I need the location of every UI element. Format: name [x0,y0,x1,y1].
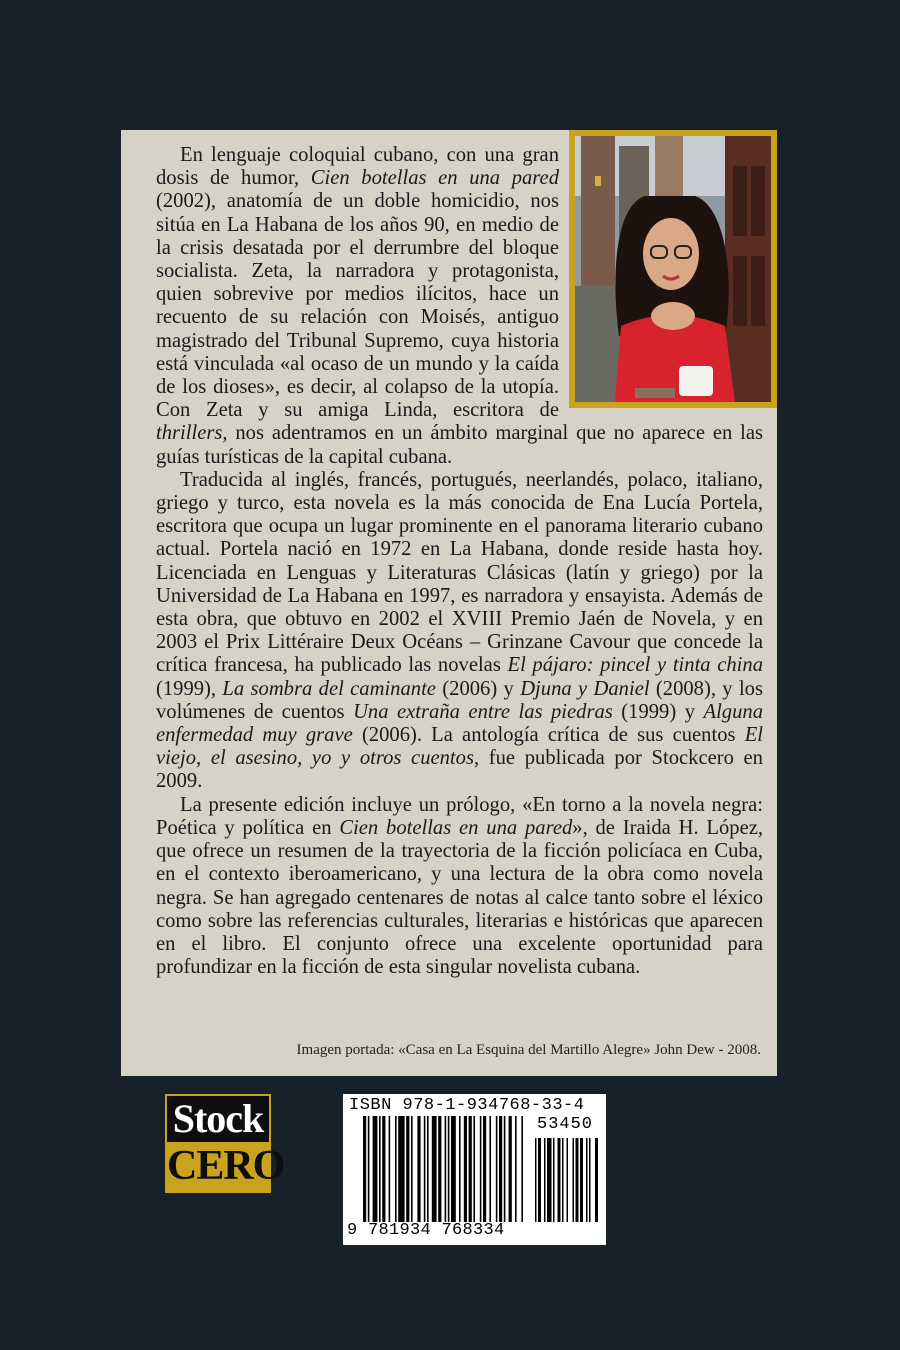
addon-bar [544,1138,546,1222]
paragraph-text: , nos adentramos en un ámbito marginal que no aparece en las guías turísticas de la capital cubana. [156,422,763,468]
paragraph-text: (2008), y los volúmenes de cuentos [156,677,763,723]
barcode-bar [411,1116,413,1222]
barcode-bar [389,1116,391,1222]
italic-title: El viejo, el asesino, yo y otros cuentos [156,724,763,770]
back-cover-text-panel [121,130,777,1076]
barcode-bar [445,1116,447,1222]
italic-title: Cien botellas en una pared [339,816,573,839]
barcode-bar [496,1116,498,1222]
barcode-bars [363,1116,601,1222]
italic-title: Alguna enfermedad muy grave [156,700,763,747]
addon-bar [538,1138,541,1222]
barcode-bar [483,1116,486,1222]
barcode-bar [469,1116,472,1222]
barcode-bar [438,1116,441,1222]
barcode-bar [417,1116,420,1222]
barcode-bar [432,1116,437,1222]
barcode-bar [489,1116,491,1222]
ean-digits: 9 781934 768334 [347,1221,505,1240]
addon-bar [580,1138,583,1222]
barcode-bar [451,1116,456,1222]
addon-bar [576,1138,579,1222]
paragraph-text: », de Iraida H. López, que ofrece un resumen de la trayectoria de la ficción policíaca en Cuba, en el contexto iberoamericano, y una lectura de la obra como novela negra. Se han agregado centenares de notas al calce tanto sobre el léxico como sobre las referencias culturales, literarias e históricas que aparecen en el libro. El conjunto ofrece una excelente oportunidad para profundizar en la ficción de esta singular novelista cubana. [156,816,763,979]
paragraph-text: , fue publicada por Stockcero en 2009. [156,747,763,793]
addon-bar [553,1138,555,1222]
paragraph-text: (2002), anatomía de un doble homicidio, nos sitúa en La Habana de los años 90, en medio de la crisis desatada por el derrumbre del bloque socialista. Zeta, la narradora y protagonista, quien sobrevive por medios ilícitos, hace un recuento de su relación con Moisés, antiguo magistrado del Tribunal Supremo, cuya historia está vinculada «al ocaso de un mundo y la caída de los dioses», es decir, al colapso de la utopía. Con Zeta y su amiga Linda, escritora de [156,190,559,422]
barcode-bar [464,1116,467,1222]
barcode-bar [427,1116,429,1222]
paragraph-text: (1999), [156,677,223,700]
barcode-bar [406,1116,409,1222]
italic-title: La sombra del caminante [222,677,436,700]
barcode-bar [395,1116,397,1222]
italic-title: Una extraña entre las piedras [353,700,613,723]
barcode-bar [504,1116,506,1222]
barcode-bar [424,1116,426,1222]
paragraph-text: La presente edición incluye un prólogo, «En torno a la novela negra: Poética y política en [156,793,763,839]
price-addon-digits: 53450 [537,1115,594,1134]
barcode-bar [363,1116,366,1222]
paragraph-text: (1999) y [612,700,704,723]
logo-bottom-text: CERO [167,1143,285,1189]
addon-bar [573,1138,575,1222]
stockcero-logo [165,1094,285,1193]
paragraph-text: (2006) y [435,677,521,700]
barcode-bar [521,1116,523,1222]
barcode-bar [480,1116,482,1222]
barcode-bar [473,1116,475,1222]
addon-bar [586,1138,588,1222]
addon-bar [547,1138,552,1222]
barcode-bar [459,1116,461,1222]
barcode-bar [382,1116,385,1222]
addon-bar [589,1138,591,1222]
barcode-bar [515,1116,517,1222]
barcode-bar [379,1116,381,1222]
author-photo [569,130,777,408]
paragraph-text: Traducida al inglés, francés, portugués, neerlandés, polaco, italiano, griego y turco, esta novela es la más conocida de Ena Lucía Portela, escritora que ocupa un lugar prominente en el panorama literario cubano actual. Portela nació en 1972 en La Habana, donde reside hasta hoy. Licenciada en Lenguas y Literaturas Clásicas (latín y griego) por la Universidad de La Habana en 1997, es narradora y ensayista. Además de esta obra, que obtuvo en 2002 el XVIII Premio Jaén de Novela, y en 2003 el Prix Littéraire Deux Océans – Grinzane Cavour que concede la crítica francesa, ha publicado las novelas [156,468,763,677]
isbn-barcode [343,1094,606,1245]
barcode-bar [398,1116,404,1222]
italic-title: thrillers [156,422,223,445]
paragraph-text: En lenguaje coloquial cubano, con una gran dosis de humor, [156,144,559,190]
blurb-paragraph [156,469,763,794]
paragraph-text: (2006). La antología crítica de sus cuentos [352,724,745,747]
barcode-bar [373,1116,378,1222]
barcode-bar [499,1116,502,1222]
addon-bar [535,1138,537,1222]
logo-top-text: Stock [172,1096,264,1141]
barcode-bar [509,1116,512,1222]
barcode-bar [368,1116,370,1222]
isbn-label: ISBN 978-1-934768-33-4 [349,1096,585,1115]
addon-bar [558,1138,561,1222]
barcode-bar [448,1116,450,1222]
italic-title: Cien botellas en una pared [310,167,559,190]
author-photo-image [575,136,771,402]
blurb-paragraph [156,794,763,980]
italic-title: El pájaro: pincel y tinta china [507,654,763,677]
cover-image-credit: Imagen portada: «Casa en La Esquina del Martillo Alegre» John Dew - 2008. [296,1042,761,1058]
addon-bar [562,1138,564,1222]
italic-title: Djuna y Daniel [520,677,650,700]
addon-bar [595,1138,598,1222]
addon-bar [567,1138,569,1222]
